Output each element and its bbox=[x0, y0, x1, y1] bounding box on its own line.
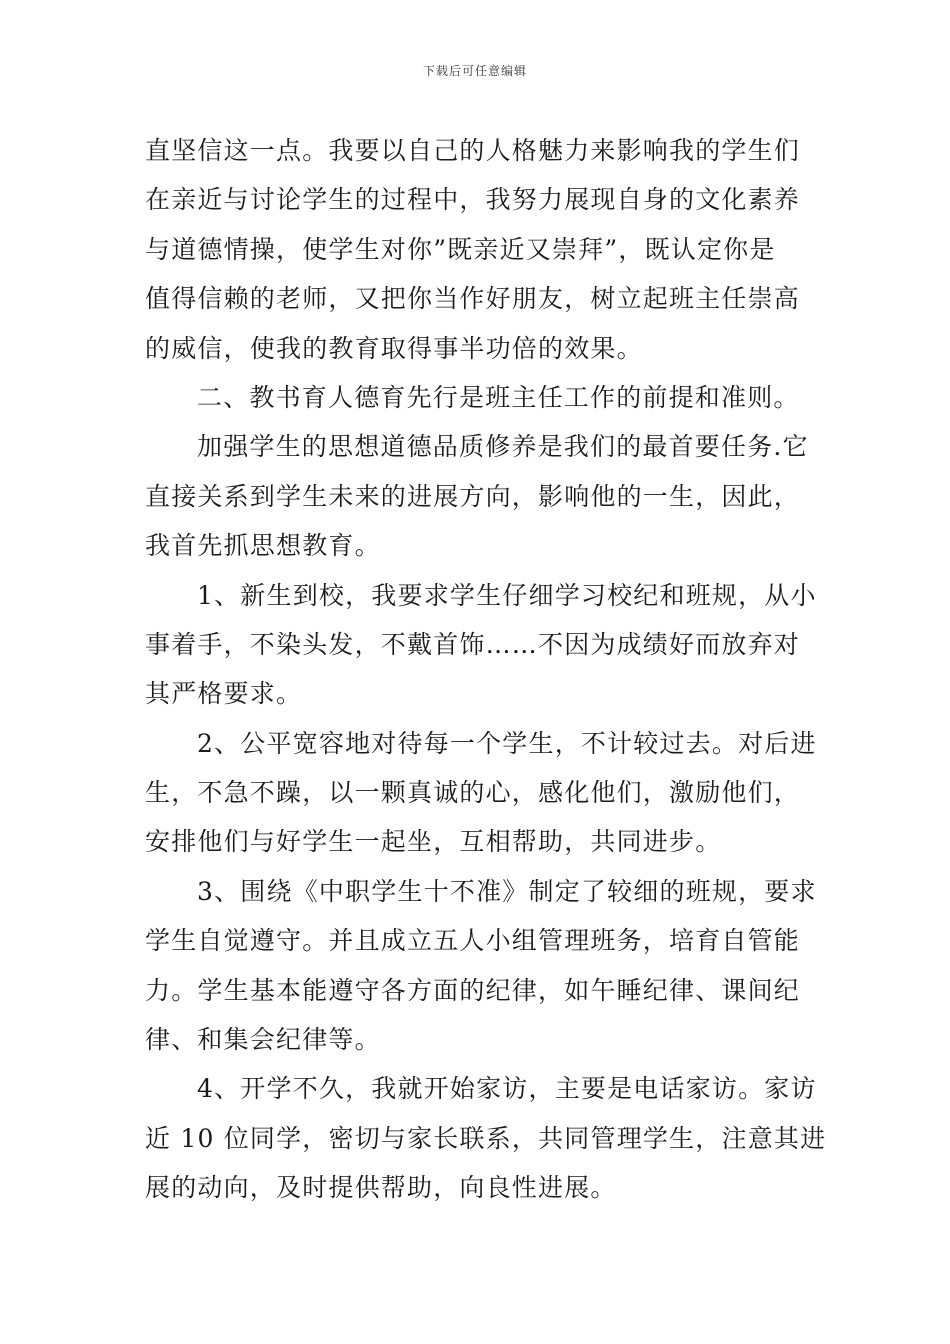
text-line: 学生自觉遵守。并且成立五人小组管理班务，培育自管能 bbox=[145, 926, 801, 956]
text-line: 4、开学不久，我就开始家访，主要是电话家访。家访 bbox=[197, 1074, 817, 1104]
document-body bbox=[145, 126, 827, 1213]
text-line: 与道德情操，使学生对你”既亲近又崇拜”，既认定你是 bbox=[145, 234, 776, 264]
text-line: 值得信赖的老师，又把你当作好朋友，树立起班主任崇高 bbox=[145, 284, 801, 314]
text-line: 力。学生基本能遵守各方面的纪律，如午睡纪律、课间纪 bbox=[145, 975, 801, 1005]
text-line: 在亲近与讨论学生的过程中，我努力展现自身的文化素养 bbox=[145, 185, 801, 215]
text-line: 律、和集会纪律等。 bbox=[145, 1025, 381, 1055]
text-line: 直接关系到学生未来的进展方向，影响他的一生，因此， bbox=[145, 481, 801, 511]
text-line: 其严格要求。 bbox=[145, 679, 303, 709]
text-line: 3、围绕《中职学生十不准》制定了较细的班规，要求 bbox=[197, 876, 817, 906]
text-line: 二、教书育人德育先行是班主任工作的前提和准则。 bbox=[197, 382, 800, 412]
text-line: 近 10 位同学，密切与家长联系，共同管理学生，注意其进 bbox=[145, 1123, 827, 1153]
text-line: 1、新生到校，我要求学生仔细学习校纪和班规，从小 bbox=[197, 580, 817, 610]
text-line: 事着手，不染头发，不戴首饰……不因为成绩好而放弃对 bbox=[145, 629, 801, 659]
text-line: 生，不急不躁，以一颗真诚的心，感化他们，激励他们， bbox=[145, 778, 801, 808]
text-line: 加强学生的思想道德品质修养是我们的最首要任务.它 bbox=[197, 432, 809, 462]
page-header: 下载后可任意编辑 bbox=[422, 64, 527, 78]
text-line: 安排他们与好学生一起坐，互相帮助，共同进步。 bbox=[145, 827, 722, 857]
text-line: 展的动向，及时提供帮助，向良性进展。 bbox=[145, 1173, 617, 1203]
text-line: 直坚信这一点。我要以自己的人格魅力来影响我的学生们 bbox=[145, 136, 801, 165]
text-line: 的威信，使我的教育取得事半功倍的效果。 bbox=[145, 333, 643, 363]
text-line: 2、公平宽容地对待每一个学生，不计较过去。对后进 bbox=[197, 728, 817, 758]
text-line: 我首先抓思想教育。 bbox=[145, 531, 381, 561]
